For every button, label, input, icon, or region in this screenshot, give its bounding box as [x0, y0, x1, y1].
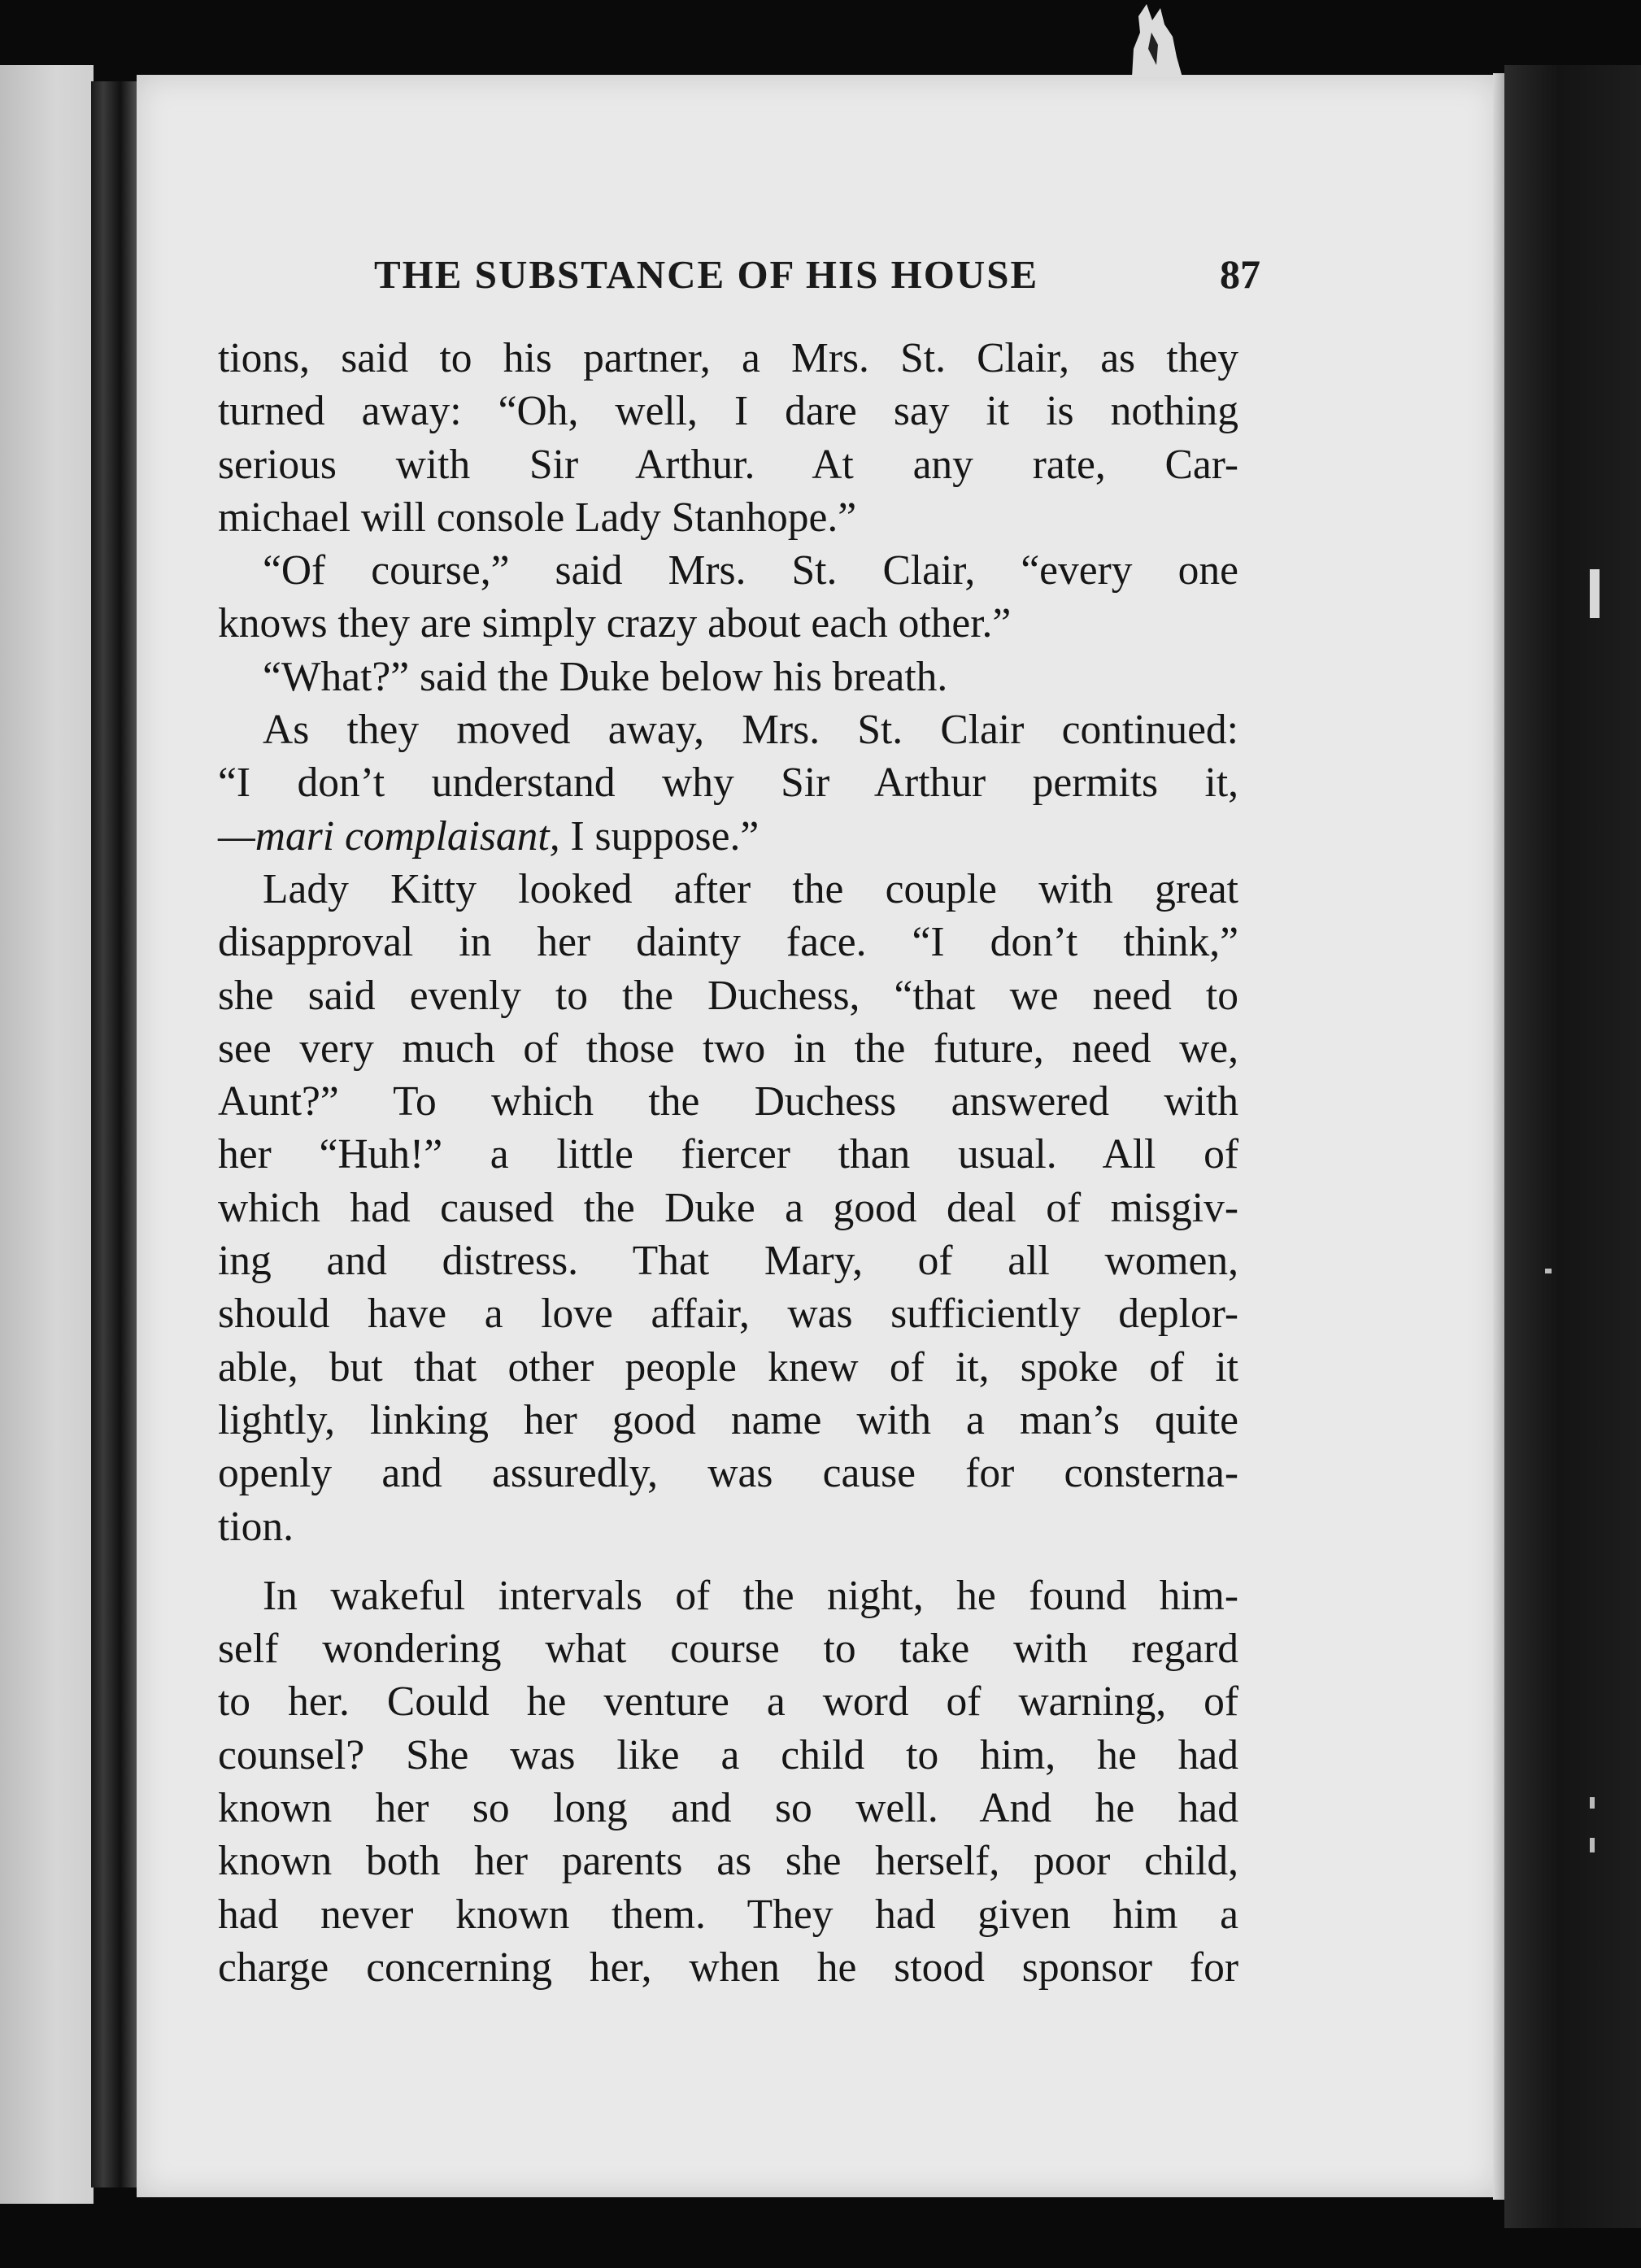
text-line: In wakeful intervals of the night, he found him-	[263, 1572, 1238, 1619]
page-speck	[1590, 569, 1600, 618]
text-line: serious with Sir Arthur. At any rate, Car-	[218, 441, 1238, 488]
italic-phrase: —mari complaisant,	[218, 812, 560, 860]
paper-tab-mark	[1116, 0, 1189, 77]
text-line: to her. Could he venture a word of warning, of	[218, 1678, 1238, 1726]
page-number: 87	[1220, 251, 1260, 297]
text-line: which had caused the Duke a good deal of misgiv-	[218, 1184, 1238, 1231]
text-line: had never known them. They had given him a	[218, 1891, 1238, 1938]
text-line: known her so long and so well. And he had	[218, 1785, 1238, 1832]
text-line: turned away: “Oh, well, I dare say it is nothing	[218, 388, 1238, 435]
text-line: disapproval in her dainty face. “I don’t think,”	[218, 919, 1238, 966]
text-line: “Of course,” said Mrs. St. Clair, “every one	[263, 547, 1238, 594]
text-line: Aunt?” To which the Duchess answered with	[218, 1078, 1238, 1125]
book-gutter	[91, 81, 140, 2187]
text-line: michael will console Lady Stanhope.”	[218, 494, 857, 541]
text-line: “What?” said the Duke below his breath.	[263, 653, 948, 700]
page-speck	[1590, 1797, 1595, 1809]
text-line: should have a love affair, was sufficiently deplor-	[218, 1291, 1238, 1338]
facing-page-edge	[0, 65, 94, 2204]
text-line: lightly, linking her good name with a man’s quite	[218, 1396, 1238, 1443]
text-line: ing and distress. That Mary, of all women,	[218, 1238, 1238, 1285]
text-line: self wondering what course to take with regard	[218, 1626, 1238, 1673]
page-header	[374, 250, 1260, 307]
text-line: As they moved away, Mrs. St. Clair continued:	[263, 707, 1238, 754]
page-speck	[1590, 1838, 1595, 1852]
running-head: THE SUBSTANCE OF HIS HOUSE	[374, 252, 1039, 297]
text-line: tion.	[218, 1503, 294, 1550]
text-line	[218, 810, 1238, 863]
text-line: able, but that other people knew of it, spoke of it	[218, 1343, 1238, 1391]
text-line: Lady Kitty looked after the couple with great	[263, 865, 1238, 912]
text-line: counsel? She was like a child to him, he had	[218, 1731, 1238, 1778]
text-line: known both her parents as she herself, poor child,	[218, 1838, 1238, 1885]
page-speck	[1545, 1269, 1552, 1273]
text-line: “I don’t understand why Sir Arthur permits it,	[218, 760, 1238, 807]
text-line: see very much of those two in the future, need we,	[218, 1025, 1238, 1072]
text-line: she said evenly to the Duchess, “that we need to	[218, 972, 1238, 1019]
scan-background-right	[1504, 65, 1641, 2228]
paragraph-gap	[218, 1553, 1238, 1569]
text-line: knows they are simply crazy about each other.”	[218, 600, 1012, 647]
text-line: charge concerning her, when he stood sponsor for	[218, 1944, 1238, 1991]
text-line: her “Huh!” a little fiercer than usual. All of	[218, 1131, 1238, 1178]
body-text	[218, 332, 1238, 1994]
text-line: openly and assuredly, was cause for consterna-	[218, 1450, 1238, 1497]
text-fragment: I suppose.”	[570, 812, 760, 860]
text-line: tions, said to his partner, a Mrs. St. Clair, as they	[218, 335, 1238, 381]
